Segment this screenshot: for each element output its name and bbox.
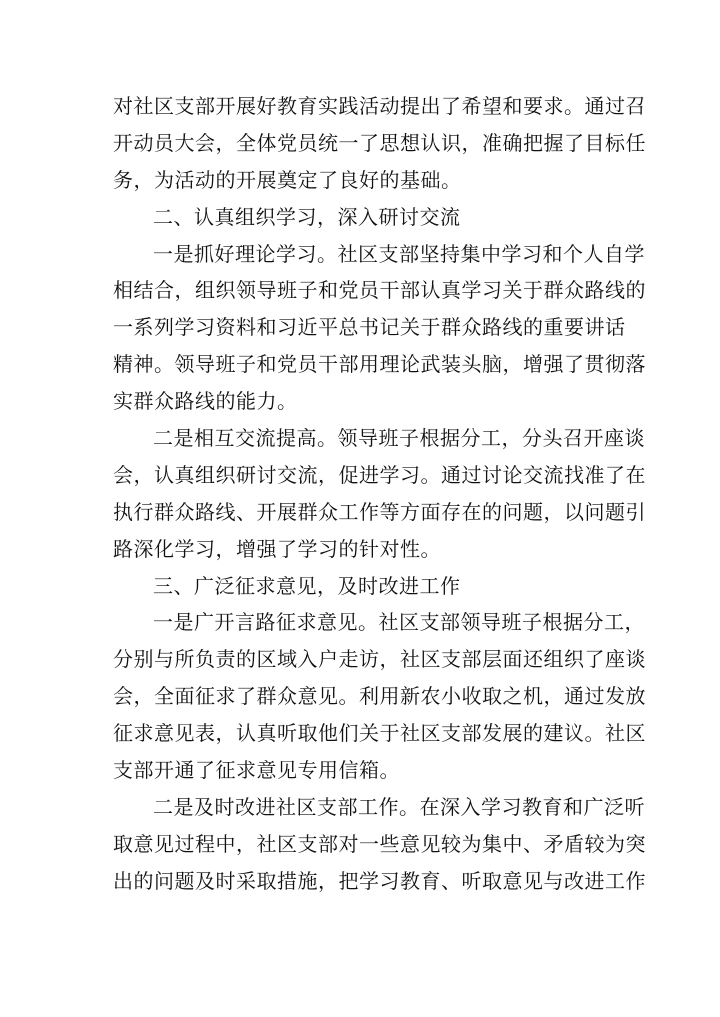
section-heading: 二、认真组织学习，深入研讨交流: [153, 204, 461, 229]
text-line: 一是抓好理论学习。社区支部坚持集中学习和个人自学: [153, 241, 645, 266]
paragraph-improve-work: [113, 789, 646, 900]
document-body: [113, 88, 646, 900]
text-line: 二是相互交流提高。领导班子根据分工，分头召开座谈: [153, 426, 645, 451]
text-line: 取意见过程中，社区支部对一些意见较为集中、矛盾较为突: [113, 831, 646, 856]
paragraph-mutual-exchange: [113, 420, 646, 568]
text-line: 开动员大会，全体党员统一了思想认识，准确把握了目标任: [113, 130, 646, 155]
text-line: 精神。领导班子和党员干部用理论武装头脑，增强了贯彻落: [113, 352, 646, 377]
text-line: 实群众路线的能力。: [113, 389, 298, 414]
text-line: 支部开通了征求意见专用信箱。: [113, 758, 400, 783]
section-heading-study: [113, 199, 613, 236]
text-line: 会，认真组织研讨交流，促进学习。通过讨论交流找准了在: [113, 462, 646, 487]
text-line: 会，全面征求了群众意见。利用新农小收取之机，通过发放: [113, 684, 646, 709]
text-line: 一系列学习资料和习近平总书记关于群众路线的重要讲话: [113, 315, 626, 340]
text-line: 一是广开言路征求意见。社区支部领导班子根据分工，: [153, 610, 645, 635]
text-line: 相结合，组织领导班子和党员干部认真学习关于群众路线的: [113, 278, 646, 303]
text-line: 执行群众路线、开展群众工作等方面存在的问题，以问题引: [113, 499, 646, 524]
paragraph-intro-continuation: [113, 88, 646, 199]
text-line: 二是及时改进社区支部工作。在深入学习教育和广泛听: [153, 794, 645, 819]
section-heading-opinions: [113, 568, 613, 605]
paragraph-theory-study: [113, 236, 646, 420]
text-line: 出的问题及时采取措施，把学习教育、听取意见与改进工作: [113, 868, 646, 893]
text-line: 路深化学习，增强了学习的针对性。: [113, 536, 441, 561]
text-line: 征求意见表，认真听取他们关于社区支部发展的建议。社区: [113, 721, 646, 746]
section-heading: 三、广泛征求意见，及时改进工作: [153, 573, 461, 598]
text-line: 对社区支部开展好教育实践活动提出了希望和要求。通过召: [113, 94, 646, 118]
text-line: 务，为活动的开展奠定了良好的基础。: [113, 167, 462, 192]
paragraph-solicit-opinions: [113, 604, 646, 788]
text-line: 分别与所负责的区域入户走访，社区支部层面还组织了座谈: [113, 647, 646, 672]
